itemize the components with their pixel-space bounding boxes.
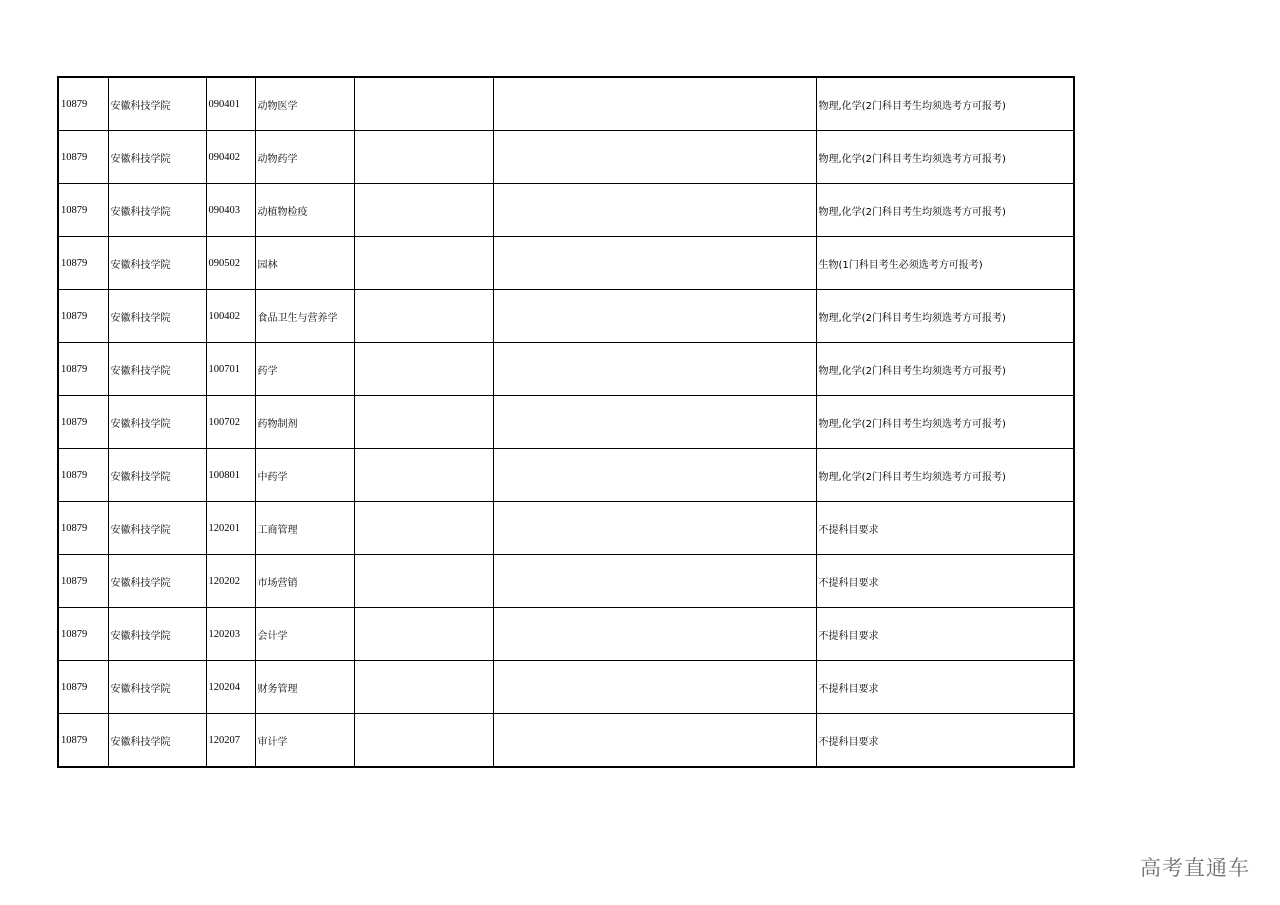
school-code-cell: 10879 — [58, 131, 108, 184]
table-row — [58, 237, 1074, 290]
empty-cell — [493, 184, 816, 237]
subject-requirement-cell: 物理,化学(2门科目考生均须选考方可报考) — [816, 131, 1074, 184]
major-name-cell: 审计学 — [255, 714, 354, 768]
major-name-cell: 动物医学 — [255, 77, 354, 131]
subject-requirement-cell: 不提科目要求 — [816, 714, 1074, 768]
empty-cell — [354, 502, 493, 555]
major-name-cell: 工商管理 — [255, 502, 354, 555]
empty-cell — [493, 608, 816, 661]
empty-cell — [354, 608, 493, 661]
school-name-cell: 安徽科技学院 — [108, 502, 206, 555]
major-code-cell: 090403 — [206, 184, 255, 237]
school-name-cell: 安徽科技学院 — [108, 343, 206, 396]
empty-cell — [354, 555, 493, 608]
empty-cell — [493, 661, 816, 714]
school-code-cell: 10879 — [58, 290, 108, 343]
watermark-text: 高考直通车 — [1140, 856, 1250, 880]
empty-cell — [493, 449, 816, 502]
school-code-cell: 10879 — [58, 502, 108, 555]
empty-cell — [493, 502, 816, 555]
school-code-cell: 10879 — [58, 714, 108, 768]
school-name-cell: 安徽科技学院 — [108, 237, 206, 290]
school-name-cell: 安徽科技学院 — [108, 449, 206, 502]
school-code-cell: 10879 — [58, 343, 108, 396]
empty-cell — [354, 77, 493, 131]
school-name-cell: 安徽科技学院 — [108, 184, 206, 237]
subject-requirement-cell: 不提科目要求 — [816, 502, 1074, 555]
empty-cell — [354, 343, 493, 396]
empty-cell — [354, 237, 493, 290]
empty-cell — [354, 661, 493, 714]
empty-cell — [493, 77, 816, 131]
major-name-cell: 药物制剂 — [255, 396, 354, 449]
major-name-cell: 中药学 — [255, 449, 354, 502]
empty-cell — [354, 396, 493, 449]
major-code-cell: 090401 — [206, 77, 255, 131]
empty-cell — [493, 343, 816, 396]
table-row — [58, 131, 1074, 184]
major-code-cell: 090502 — [206, 237, 255, 290]
subject-requirement-cell: 物理,化学(2门科目考生均须选考方可报考) — [816, 77, 1074, 131]
empty-cell — [493, 396, 816, 449]
major-code-cell: 120204 — [206, 661, 255, 714]
subject-requirement-cell: 不提科目要求 — [816, 608, 1074, 661]
table-row — [58, 502, 1074, 555]
school-name-cell: 安徽科技学院 — [108, 714, 206, 768]
major-code-cell: 120202 — [206, 555, 255, 608]
major-code-cell: 120203 — [206, 608, 255, 661]
subject-requirement-cell: 物理,化学(2门科目考生均须选考方可报考) — [816, 290, 1074, 343]
school-code-cell: 10879 — [58, 237, 108, 290]
table-row — [58, 608, 1074, 661]
school-code-cell: 10879 — [58, 449, 108, 502]
table-row — [58, 714, 1074, 768]
subject-requirement-cell: 不提科目要求 — [816, 555, 1074, 608]
table-row — [58, 290, 1074, 343]
major-name-cell: 财务管理 — [255, 661, 354, 714]
school-name-cell: 安徽科技学院 — [108, 77, 206, 131]
empty-cell — [354, 290, 493, 343]
subject-requirement-cell: 物理,化学(2门科目考生均须选考方可报考) — [816, 184, 1074, 237]
empty-cell — [493, 131, 816, 184]
school-name-cell: 安徽科技学院 — [108, 290, 206, 343]
table-row — [58, 184, 1074, 237]
table-row — [58, 449, 1074, 502]
empty-cell — [493, 714, 816, 768]
major-name-cell: 动物药学 — [255, 131, 354, 184]
table-row — [58, 396, 1074, 449]
school-code-cell: 10879 — [58, 77, 108, 131]
major-code-cell: 100801 — [206, 449, 255, 502]
school-name-cell: 安徽科技学院 — [108, 661, 206, 714]
school-code-cell: 10879 — [58, 396, 108, 449]
school-name-cell: 安徽科技学院 — [108, 396, 206, 449]
table-row — [58, 661, 1074, 714]
major-code-cell: 120207 — [206, 714, 255, 768]
major-code-cell: 100701 — [206, 343, 255, 396]
major-name-cell: 会计学 — [255, 608, 354, 661]
table-row — [58, 343, 1074, 396]
major-code-cell: 100402 — [206, 290, 255, 343]
major-code-cell: 090402 — [206, 131, 255, 184]
empty-cell — [354, 714, 493, 768]
school-code-cell: 10879 — [58, 661, 108, 714]
empty-cell — [493, 555, 816, 608]
school-name-cell: 安徽科技学院 — [108, 131, 206, 184]
table-row — [58, 77, 1074, 131]
empty-cell — [493, 290, 816, 343]
major-name-cell: 药学 — [255, 343, 354, 396]
empty-cell — [493, 237, 816, 290]
subject-requirement-cell: 不提科目要求 — [816, 661, 1074, 714]
subject-requirements-table — [57, 76, 1075, 768]
table-body — [58, 77, 1074, 767]
school-code-cell: 10879 — [58, 608, 108, 661]
school-code-cell: 10879 — [58, 184, 108, 237]
subject-requirement-cell: 物理,化学(2门科目考生均须选考方可报考) — [816, 449, 1074, 502]
major-name-cell: 市场营销 — [255, 555, 354, 608]
table-row — [58, 555, 1074, 608]
empty-cell — [354, 449, 493, 502]
major-code-cell: 120201 — [206, 502, 255, 555]
major-name-cell: 食品卫生与营养学 — [255, 290, 354, 343]
subject-requirement-cell: 物理,化学(2门科目考生均须选考方可报考) — [816, 396, 1074, 449]
empty-cell — [354, 131, 493, 184]
school-name-cell: 安徽科技学院 — [108, 608, 206, 661]
subject-requirement-cell: 生物(1门科目考生必须选考方可报考) — [816, 237, 1074, 290]
school-code-cell: 10879 — [58, 555, 108, 608]
empty-cell — [354, 184, 493, 237]
subject-requirement-cell: 物理,化学(2门科目考生均须选考方可报考) — [816, 343, 1074, 396]
major-code-cell: 100702 — [206, 396, 255, 449]
major-name-cell: 动植物检疫 — [255, 184, 354, 237]
major-name-cell: 园林 — [255, 237, 354, 290]
school-name-cell: 安徽科技学院 — [108, 555, 206, 608]
